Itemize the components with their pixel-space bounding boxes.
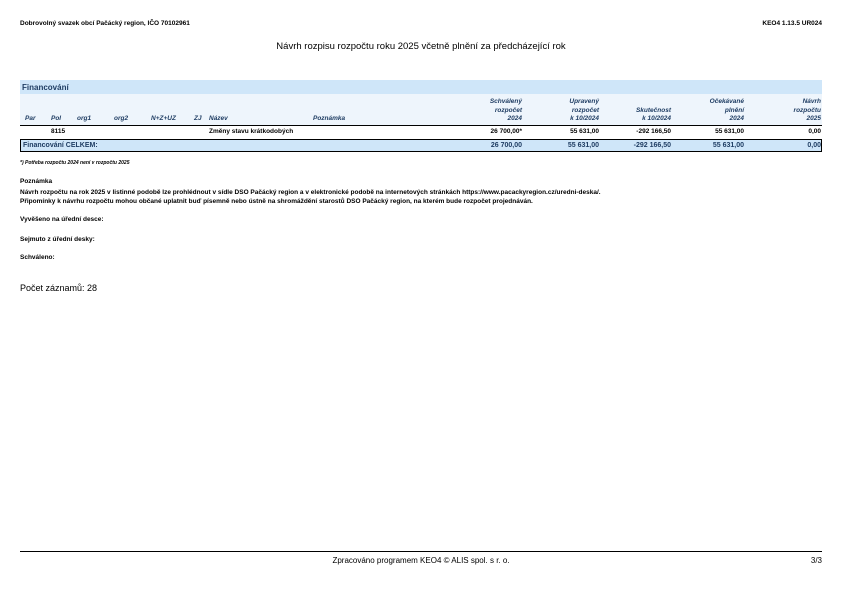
section-title: Financování <box>20 80 822 94</box>
record-count: Počet záznamů: 28 <box>20 283 98 293</box>
footnote: *) Potřeba rozpočtu 2024 není v rozpočtu 2025 <box>20 160 130 166</box>
row-schvaleny: 26 700,00* <box>490 128 522 135</box>
col-nazev: Název <box>209 115 228 122</box>
row-ocekavane: 55 631,00 <box>715 128 744 135</box>
removed-label: Sejmuto z úřední desky: <box>20 236 95 243</box>
col-navrh: Návrh rozpočtu 2025 <box>793 98 821 122</box>
row-skutecnost: -292 166,50 <box>636 128 671 135</box>
row-upraveny: 55 631,00 <box>570 128 599 135</box>
row-nazev: Změny stavu krátkodobých <box>209 128 294 135</box>
col-org1: org1 <box>77 115 92 122</box>
col-pol: Pol <box>51 115 62 122</box>
total-label: Financování CELKEM: <box>23 142 98 149</box>
app-version: KEO4 1.13.5 UR024 <box>762 20 822 27</box>
footer-text: Zpracováno programem KEO4 © ALIS spol. s r. o. <box>332 556 510 565</box>
page-number: 3/3 <box>810 556 822 565</box>
posted-label: Vyvěšeno na úřední desce: <box>20 216 104 223</box>
total-upraveny: 55 631,00 <box>567 142 599 149</box>
total-row <box>20 139 822 152</box>
col-zj: ZJ <box>194 115 202 122</box>
total-ocekavane: 55 631,00 <box>712 142 744 149</box>
col-par: Par <box>25 115 36 122</box>
col-skutecnost: Skutečnost k 10/2024 <box>635 106 671 122</box>
column-header <box>20 94 822 125</box>
row-navrh: 0,00 <box>808 128 821 135</box>
note-line-2: Připomínky k návrhu rozpočtu mohou občané uplatnit buď písemně nebo ústně na shromáždění starostů DSO Pačácký region, na kterém bude rozpočet projednáván. <box>20 198 533 205</box>
approved-label: Schváleno: <box>20 254 55 261</box>
total-navrh: 0,00 <box>807 142 821 149</box>
col-poznamka: Poznámka <box>313 115 346 122</box>
col-schvaleny: Schválený rozpočet 2024 <box>489 98 522 122</box>
footer-divider <box>20 551 822 552</box>
row-pol: 8115 <box>51 128 66 135</box>
document-title: Návrh rozpisu rozpočtu roku 2025 včetně plnění za předcházející rok <box>276 41 566 52</box>
table-row <box>20 126 822 137</box>
total-schvaleny: 26 700,00 <box>490 142 522 149</box>
note-heading: Poznámka <box>20 178 53 185</box>
col-org2: org2 <box>114 115 129 122</box>
col-nzuz: N+Z+UZ <box>151 115 176 122</box>
organization-name: Dobrovolný svazek obcí Pačácký region, IČO 70102961 <box>20 20 190 27</box>
total-skutecnost: -292 166,50 <box>633 142 671 149</box>
col-ocekavane: Očekávané plnění 2024 <box>709 98 744 122</box>
col-upraveny: Upravený rozpočet k 10/2024 <box>569 98 599 122</box>
note-line-1: Návrh rozpočtu na rok 2025 v listinné podobě lze prohlédnout v sídle DSO Pačácký region a v elektronické podobě na internetových stránkách https://www.pacackyregion.cz/uredni-deska/. <box>20 189 601 196</box>
